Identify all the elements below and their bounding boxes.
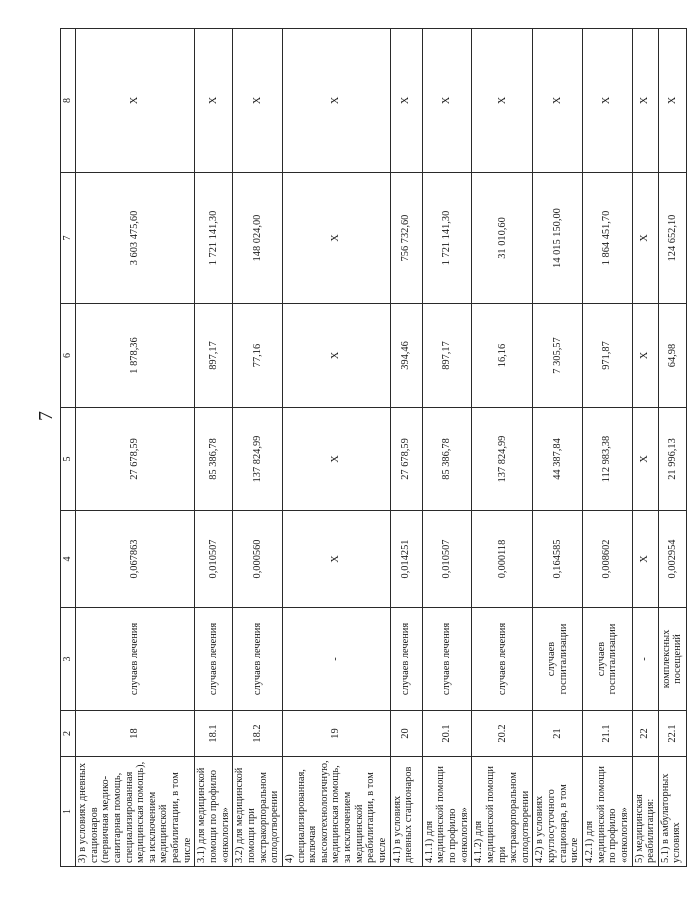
table-cell: Х <box>282 173 390 304</box>
row-label-cell: 4.1.2) для медицинской помощи при экстракорпоральном оплодотворении <box>472 757 533 867</box>
table-cell: 22 <box>632 711 658 757</box>
row-label-cell: 5.1) в амбулаторных условиях <box>658 757 686 867</box>
column-header: 7 <box>61 173 76 304</box>
table-cell: 16,16 <box>472 304 533 408</box>
header-row <box>61 29 76 867</box>
table-cell: Х <box>422 29 472 173</box>
table-cell: 112 983,38 <box>582 408 632 511</box>
table-cell: 124 652,10 <box>658 173 686 304</box>
table-cell: Х <box>195 29 233 173</box>
table-cell: 0,002954 <box>658 511 686 608</box>
table-cell: 20.1 <box>422 711 472 757</box>
row-label-cell: 5) медицинская реабилитация: <box>632 757 658 867</box>
table-cell: Х <box>632 304 658 408</box>
table-cell: 137 824,99 <box>233 408 283 511</box>
table-cell: 1 721 141,30 <box>422 173 472 304</box>
table-cell: 85 386,78 <box>195 408 233 511</box>
table-body <box>76 29 687 867</box>
table-cell: случаев госпитализации <box>582 608 632 711</box>
data-table <box>60 28 687 867</box>
table-cell: 971,87 <box>582 304 632 408</box>
table-row <box>533 29 583 867</box>
table-row <box>233 29 283 867</box>
table-cell: случаев лечения <box>390 608 422 711</box>
table-cell: 0,164585 <box>533 511 583 608</box>
column-header: 5 <box>61 408 76 511</box>
table-cell: 897,17 <box>195 304 233 408</box>
table-cell: Х <box>658 29 686 173</box>
column-header: 6 <box>61 304 76 408</box>
column-header: 1 <box>61 757 76 867</box>
table-cell: - <box>632 608 658 711</box>
table-cell: 0,008602 <box>582 511 632 608</box>
table-cell: 20.2 <box>472 711 533 757</box>
table-cell: Х <box>533 29 583 173</box>
table-cell: 77,16 <box>233 304 283 408</box>
table-cell: 18 <box>76 711 195 757</box>
table-cell: Х <box>472 29 533 173</box>
table-row <box>472 29 533 867</box>
column-header: 2 <box>61 711 76 757</box>
table-cell: 22.1 <box>658 711 686 757</box>
table-cell: Х <box>282 29 390 173</box>
table-row <box>632 29 658 867</box>
table-cell: 0,000560 <box>233 511 283 608</box>
row-label-cell: 3) в условиях дневных стационаров (первичная медико-санитарная помощь, специализированная медицинская помощь), за исключением медицинской реабилитации, в том числе <box>76 757 195 867</box>
table-row <box>282 29 390 867</box>
table-cell: - <box>282 608 390 711</box>
table-cell: 21.1 <box>582 711 632 757</box>
rotated-table-container <box>60 29 684 867</box>
table-cell: Х <box>632 173 658 304</box>
table-cell: 394,46 <box>390 304 422 408</box>
table-row <box>195 29 233 867</box>
table-cell: случаев лечения <box>76 608 195 711</box>
table-cell: случаев лечения <box>195 608 233 711</box>
table-row <box>658 29 686 867</box>
column-header: 8 <box>61 29 76 173</box>
table-cell: 0,014251 <box>390 511 422 608</box>
table-cell: 18.2 <box>233 711 283 757</box>
table-cell: 137 824,99 <box>472 408 533 511</box>
table-cell: случаев лечения <box>233 608 283 711</box>
table-cell: Х <box>233 29 283 173</box>
table-cell: 27 678,59 <box>76 408 195 511</box>
table-cell: 0,010507 <box>422 511 472 608</box>
table-cell: 19 <box>282 711 390 757</box>
table-cell: комплексных посещений <box>658 608 686 711</box>
table-row <box>422 29 472 867</box>
table-cell: Х <box>76 29 195 173</box>
page-number: 7 <box>35 411 57 421</box>
table-cell: 14 015 150,00 <box>533 173 583 304</box>
table-row <box>582 29 632 867</box>
table-cell: 1 864 451,70 <box>582 173 632 304</box>
table-row <box>390 29 422 867</box>
table-cell: 44 387,84 <box>533 408 583 511</box>
table-cell: Х <box>582 29 632 173</box>
row-label-cell: 4) специализированная, включая высокотехнологичную, медицинская помощь, за исключением медицинской реабилитации, в том числе <box>282 757 390 867</box>
table-cell: Х <box>632 408 658 511</box>
table-cell: случаев госпитализации <box>533 608 583 711</box>
table-row <box>76 29 195 867</box>
table-cell: 3 603 475,60 <box>76 173 195 304</box>
table-cell: Х <box>632 511 658 608</box>
table-cell: 0,000118 <box>472 511 533 608</box>
table-cell: 897,17 <box>422 304 472 408</box>
table-cell: Х <box>390 29 422 173</box>
table-cell: Х <box>282 408 390 511</box>
row-label-cell: 4.2.1) для медицинской помощи по профилю «онкология» <box>582 757 632 867</box>
table-cell: 756 732,60 <box>390 173 422 304</box>
row-label-cell: 4.2) в условиях круглосуточного стационара, в том числе <box>533 757 583 867</box>
table-cell: 85 386,78 <box>422 408 472 511</box>
table-cell: 21 <box>533 711 583 757</box>
table-cell: 21 996,13 <box>658 408 686 511</box>
table-cell: 0,010507 <box>195 511 233 608</box>
table-cell: 27 678,59 <box>390 408 422 511</box>
table-cell: 31 010,60 <box>472 173 533 304</box>
table-cell: 1 878,36 <box>76 304 195 408</box>
table-cell: случаев лечения <box>472 608 533 711</box>
table-cell: 18.1 <box>195 711 233 757</box>
table-cell: 1 721 141,30 <box>195 173 233 304</box>
row-label-cell: 3.1) для медицинской помощи по профилю «онкология» <box>195 757 233 867</box>
table-cell: случаев лечения <box>422 608 472 711</box>
table-cell: 7 305,57 <box>533 304 583 408</box>
row-label-cell: 4.1.1) для медицинской помощи по профилю «онкология» <box>422 757 472 867</box>
table-cell: 64,98 <box>658 304 686 408</box>
table-cell: 148 024,00 <box>233 173 283 304</box>
table-cell: 20 <box>390 711 422 757</box>
table-cell: Х <box>282 511 390 608</box>
table-cell: 0,067863 <box>76 511 195 608</box>
table-cell: Х <box>282 304 390 408</box>
row-label-cell: 3.2) для медицинской помощи при экстракорпоральном оплодотворении <box>233 757 283 867</box>
table-cell: Х <box>632 29 658 173</box>
column-header: 4 <box>61 511 76 608</box>
row-label-cell: 4.1) в условиях дневных стационаров <box>390 757 422 867</box>
column-header: 3 <box>61 608 76 711</box>
